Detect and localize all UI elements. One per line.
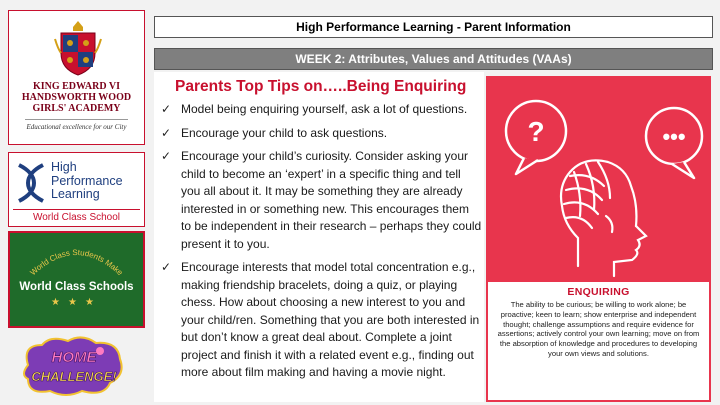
checkmark-icon: ✓ bbox=[161, 149, 172, 163]
divider bbox=[13, 209, 140, 210]
question-bubble-icon bbox=[506, 101, 566, 174]
wcs-arc-text bbox=[20, 239, 133, 279]
school-name-line1: KING EDWARD VI bbox=[32, 81, 121, 92]
list-item bbox=[158, 148, 482, 253]
checkmark-icon: ✓ bbox=[161, 125, 172, 140]
hpl-wordmark bbox=[51, 161, 123, 202]
week-banner: WEEK 2: Attributes, Values and Attitudes (VAAs) bbox=[154, 48, 713, 70]
tip-text: Encourage your child’s curiosity. Consider asking your child to become an ‘expert’ in a specific thing and tell you all about it. It may be something they are already interested in or something new. This encourages them to be independent in their research – perhaps they could present it to you. bbox=[181, 149, 482, 251]
wcs-arc-label: World Class Students Make bbox=[28, 247, 125, 278]
enquiring-panel bbox=[486, 76, 711, 402]
star-icons: ★★★ bbox=[51, 297, 102, 308]
svg-text:World Class Students Make bbox=[28, 248, 124, 278]
checkmark-icon: ✓ bbox=[161, 260, 172, 274]
sparkle-icon bbox=[96, 347, 104, 355]
school-motto: Educational excellence for our City bbox=[26, 123, 127, 131]
hpl-logo bbox=[8, 152, 145, 227]
list-item bbox=[158, 101, 482, 119]
school-crest-icon bbox=[53, 19, 103, 77]
school-name-line3: GIRLS' ACADEMY bbox=[32, 103, 121, 114]
page-title: High Performance Learning - Parent Information bbox=[154, 16, 713, 38]
ellipsis-bubble-icon bbox=[646, 108, 702, 178]
home-challenge-badge bbox=[20, 335, 125, 397]
school-name-line2: HANDSWORTH WOOD bbox=[21, 92, 132, 103]
list-item bbox=[158, 259, 482, 382]
tip-text: Encourage interests that model total concentration e.g., making friendship bracelets, doing a quiz, or playing chess. How about choosing a new interest to you and your child/ren. Something that you are both interested in but don’t know a great deal about. Complete a joint project and finish it with a related event e.g., finding out more about film making and having a movie night. bbox=[181, 260, 480, 379]
tips-heading: Parents Top Tips on…..Being Enquiring bbox=[175, 78, 467, 95]
tip-text: Model being enquiring yourself, ask a lot of questions. bbox=[181, 102, 468, 116]
hpl-line2: Performance bbox=[51, 173, 123, 188]
hpl-line3: Learning bbox=[51, 187, 100, 201]
school-logo bbox=[8, 10, 145, 145]
head-profile-icon bbox=[561, 160, 646, 276]
question-mark: ? bbox=[527, 116, 545, 147]
enquiring-illustration bbox=[486, 76, 711, 281]
enquiring-title: ENQUIRING bbox=[567, 286, 630, 298]
enquiring-card bbox=[488, 282, 709, 400]
hpl-line1: High bbox=[51, 160, 77, 174]
list-item bbox=[158, 125, 482, 143]
divider bbox=[25, 119, 128, 120]
tip-text: Encourage your child to ask questions. bbox=[181, 125, 388, 140]
hpl-knot-icon bbox=[13, 161, 49, 205]
home-challenge-line2: CHALLENGE! bbox=[31, 369, 117, 384]
world-class-schools-logo bbox=[8, 231, 145, 328]
tips-list bbox=[158, 101, 482, 388]
wcs-title: World Class Schools bbox=[19, 281, 134, 293]
hpl-subtitle: World Class School bbox=[32, 212, 121, 223]
checkmark-icon: ✓ bbox=[161, 102, 172, 116]
tips-section bbox=[154, 72, 484, 402]
home-challenge-line1: HOME bbox=[51, 349, 97, 366]
enquiring-description: The ability to be curious; be willing to work alone; be proactive; keen to learn; show enterprise and independent thought; challenge assumptions and require evidence for assertions; actively control your own learning; move on from the absorption of knowledge and procedures to developing your own views and solutions. bbox=[497, 300, 700, 358]
ellipsis-text: ••• bbox=[662, 124, 686, 149]
